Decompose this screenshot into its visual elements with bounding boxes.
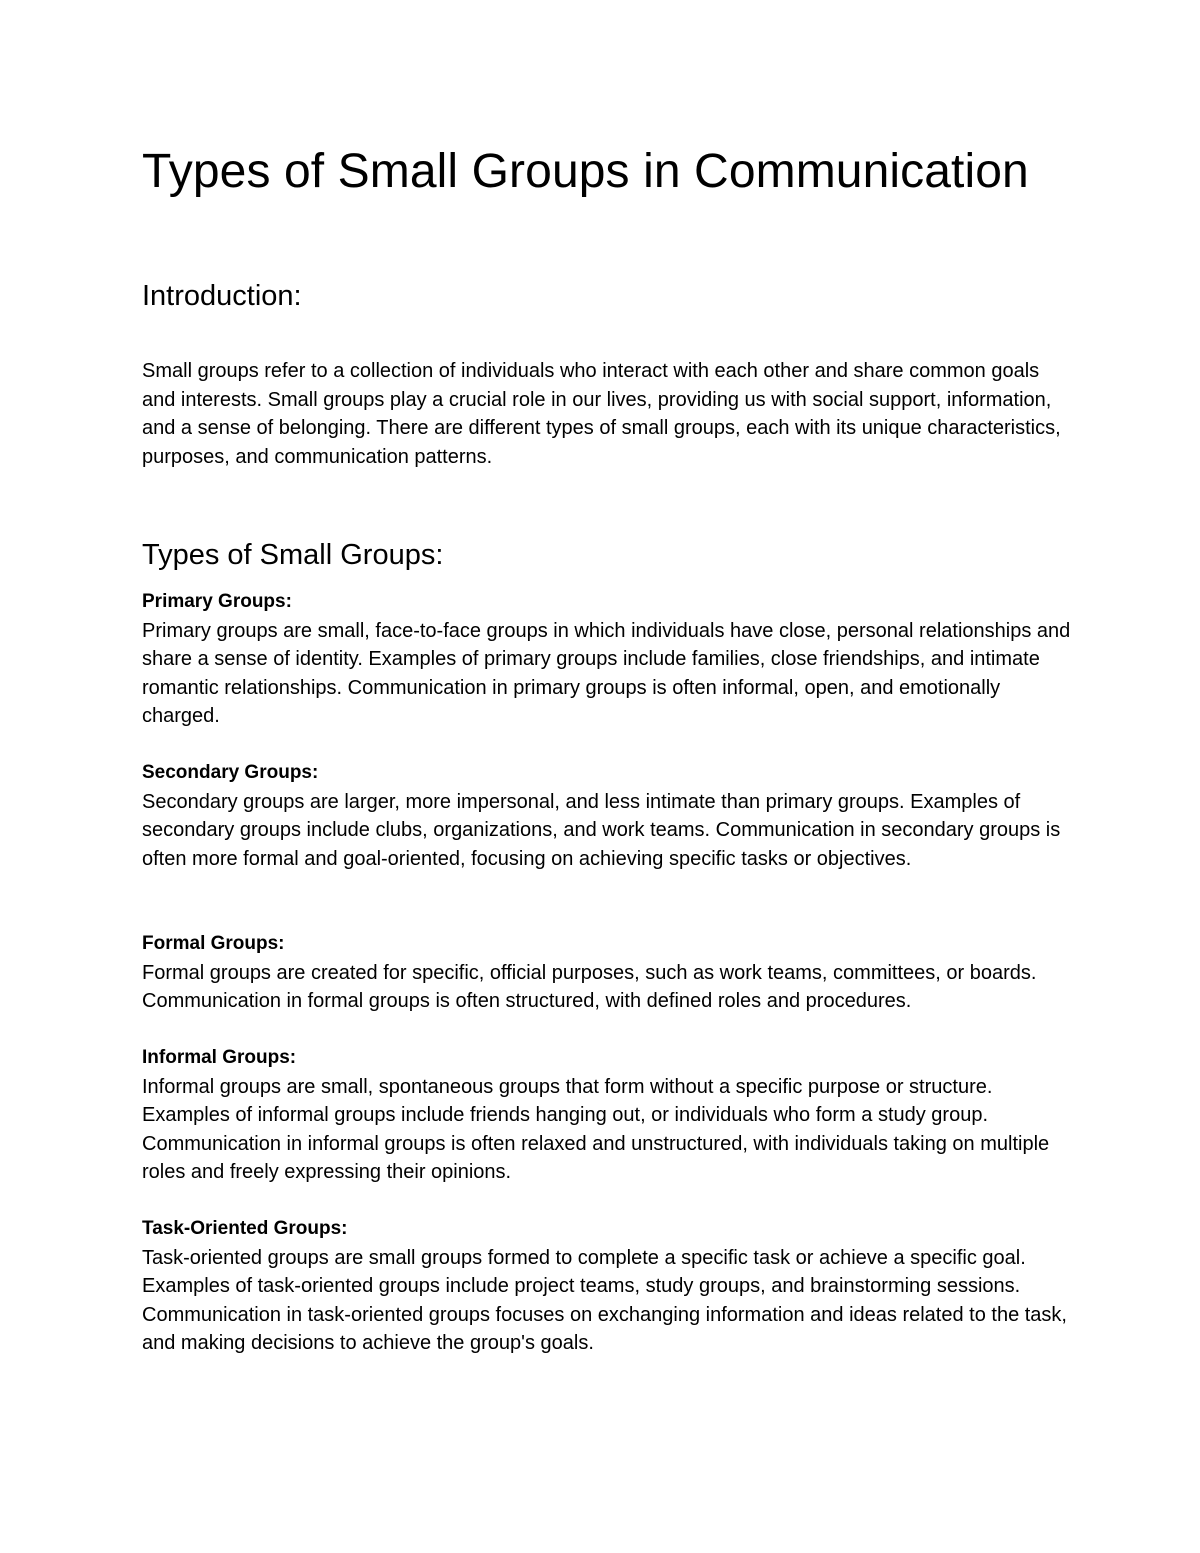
- group-primary-body: Primary groups are small, face-to-face groups in which individuals have close, personal relationships and share a sense of identity. Examples of primary groups include families, close friendships, and intimate romantic relationships. Communication in primary groups is often informal, open, and emotionally charged.: [142, 619, 1071, 728]
- introduction-heading: Introduction:: [142, 280, 302, 312]
- group-task-oriented-body: Task-oriented groups are small groups formed to complete a specific task or achieve a specific goal. Examples of task-oriented groups include project teams, study groups, and brainstorming sessions. Communication in task-oriented groups focuses on exchanging information and ideas related to the task, and making decisions to achieve the group's goals.: [142, 1246, 1067, 1355]
- group-informal: [142, 1044, 1072, 1187]
- group-informal-body: Informal groups are small, spontaneous groups that form without a specific purpose or structure. Examples of informal groups include friends hanging out, or individuals who form a study group. Communication in informal groups is often relaxed and unstructured, with individuals taking on multiple roles and freely expressing their opinions.: [142, 1075, 1050, 1184]
- types-heading: Types of Small Groups:: [142, 539, 444, 571]
- group-secondary: [142, 759, 1072, 873]
- group-task-oriented: [142, 1215, 1072, 1358]
- group-informal-title: Informal Groups:: [142, 1047, 297, 1068]
- group-formal: [142, 930, 1072, 1016]
- group-secondary-body: Secondary groups are larger, more impersonal, and less intimate than primary groups. Examples of secondary groups include clubs, organizations, and work teams. Communication in secondary groups is often more formal and goal-oriented, focusing on achieving specific tasks or objectives.: [142, 790, 1061, 870]
- group-secondary-title: Secondary Groups:: [142, 762, 319, 783]
- introduction-paragraph: Small groups refer to a collection of individuals who interact with each other and share common goals and interests. Small groups play a crucial role in our lives, providing us with social support, information, and a sense of belonging. There are different types of small groups, each with its unique characteristics, purposes, and communication patterns.: [142, 360, 1061, 468]
- group-formal-title: Formal Groups:: [142, 933, 285, 954]
- group-primary-title: Primary Groups:: [142, 591, 292, 612]
- group-task-oriented-title: Task-Oriented Groups:: [142, 1218, 348, 1239]
- document-title: Types of Small Groups in Communication: [142, 145, 1029, 198]
- group-primary: [142, 588, 1072, 731]
- group-formal-body: Formal groups are created for specific, official purposes, such as work teams, committees, or boards. Communication in formal groups is often structured, with defined roles and procedures.: [142, 961, 1037, 1013]
